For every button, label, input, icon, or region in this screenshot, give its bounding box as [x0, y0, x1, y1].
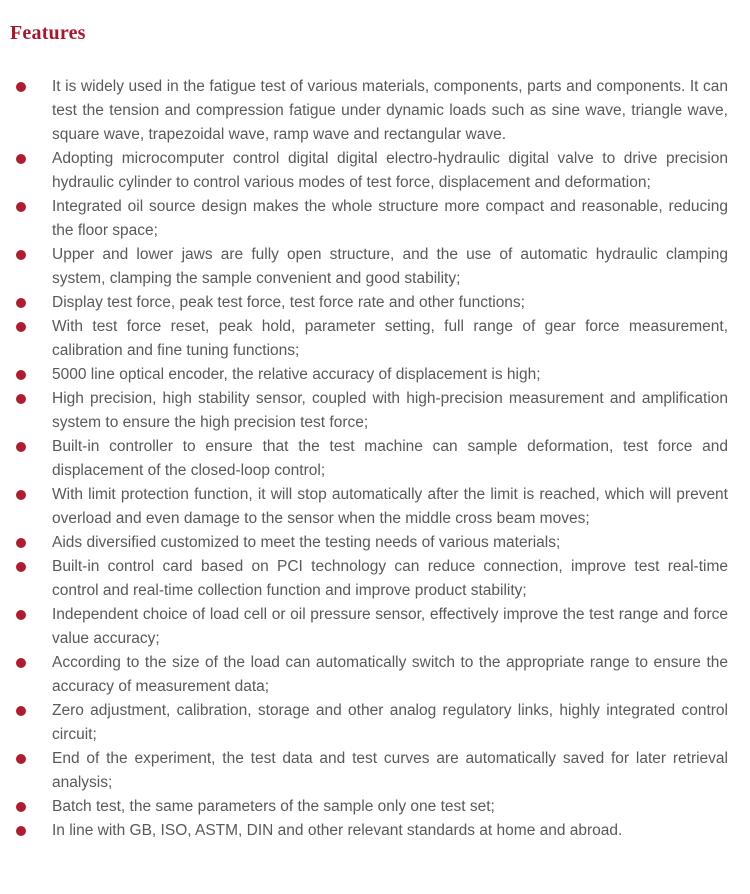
list-item-text: High precision, high stability sensor, coupled with high-precision measurement and amplification system to ensure the high precision test force;	[52, 390, 728, 431]
list-item	[10, 315, 728, 363]
list-item-text: Display test force, peak test force, test force rate and other functions;	[52, 294, 525, 311]
list-item-text: Integrated oil source design makes the whole structure more compact and reasonable, reducing the floor space;	[52, 198, 728, 239]
list-item-text: 5000 line optical encoder, the relative accuracy of displacement is high;	[52, 366, 541, 383]
bullet-icon	[16, 826, 26, 836]
bullet-icon	[16, 442, 26, 452]
bullet-icon	[16, 250, 26, 260]
list-item-text: Independent choice of load cell or oil pressure sensor, effectively improve the test range and force value accuracy;	[52, 606, 728, 647]
bullet-icon	[16, 538, 26, 548]
bullet-icon	[16, 370, 26, 380]
list-item-text: With limit protection function, it will stop automatically after the limit is reached, which will prevent overload and even damage to the sensor when the middle cross beam moves;	[52, 486, 728, 527]
list-item	[10, 747, 728, 795]
bullet-icon	[16, 202, 26, 212]
bullet-icon	[16, 658, 26, 668]
list-item-text: Built-in control card based on PCI technology can reduce connection, improve test real-time control and real-time collection function and improve product stability;	[52, 558, 728, 599]
list-item-text: With test force reset, peak hold, parameter setting, full range of gear force measurement, calibration and fine tuning functions;	[52, 318, 728, 359]
list-item-text: Adopting microcomputer control digital digital electro-hydraulic digital valve to drive precision hydraulic cylinder to control various modes of test force, displacement and deformation;	[52, 150, 728, 191]
list-item	[10, 147, 728, 195]
bullet-icon	[16, 82, 26, 92]
list-item	[10, 363, 728, 387]
page-title: Features	[10, 22, 86, 44]
list-item	[10, 603, 728, 651]
bullet-icon	[16, 562, 26, 572]
bullet-icon	[16, 490, 26, 500]
bullet-icon	[16, 322, 26, 332]
list-item	[10, 795, 728, 819]
list-item-text: Zero adjustment, calibration, storage and other analog regulatory links, highly integrated control circuit;	[52, 702, 728, 743]
list-item	[10, 195, 728, 243]
bullet-icon	[16, 394, 26, 404]
bullet-icon	[16, 298, 26, 308]
bullet-icon	[16, 154, 26, 164]
list-item	[10, 483, 728, 531]
list-item-text: Built-in controller to ensure that the test machine can sample deformation, test force and displacement of the closed-loop control;	[52, 438, 728, 479]
list-item	[10, 651, 728, 699]
list-item	[10, 435, 728, 483]
list-item	[10, 555, 728, 603]
bullet-icon	[16, 610, 26, 620]
bullet-icon	[16, 754, 26, 764]
bullet-icon	[16, 802, 26, 812]
features-list	[10, 75, 728, 843]
list-item-text: In line with GB, ISO, ASTM, DIN and other relevant standards at home and abroad.	[52, 822, 623, 839]
list-item	[10, 291, 728, 315]
list-item-text: Aids diversified customized to meet the testing needs of various materials;	[52, 534, 561, 551]
bullet-icon	[16, 706, 26, 716]
list-item-text: According to the size of the load can automatically switch to the appropriate range to ensure the accuracy of measurement data;	[52, 654, 728, 695]
list-item	[10, 531, 728, 555]
list-item	[10, 819, 728, 843]
list-item-text: Batch test, the same parameters of the sample only one test set;	[52, 798, 495, 815]
list-item-text: It is widely used in the fatigue test of various materials, components, parts and components. It can test the tension and compression fatigue under dynamic loads such as sine wave, triangle wave, square wave, trapezoidal wave, ramp wave and rectangular wave.	[52, 78, 728, 143]
list-item-text: Upper and lower jaws are fully open structure, and the use of automatic hydraulic clamping system, clamping the sample convenient and good stability;	[52, 246, 728, 287]
list-item	[10, 75, 728, 147]
list-item	[10, 699, 728, 747]
list-item-text: End of the experiment, the test data and test curves are automatically saved for later retrieval analysis;	[52, 750, 728, 791]
list-item	[10, 387, 728, 435]
list-item	[10, 243, 728, 291]
